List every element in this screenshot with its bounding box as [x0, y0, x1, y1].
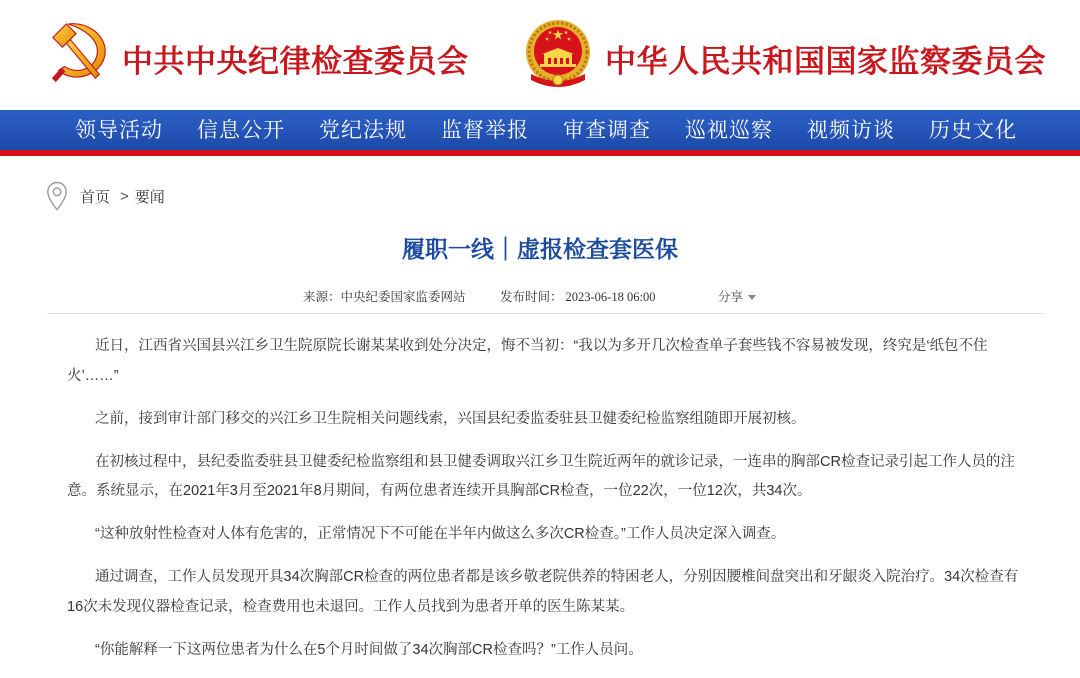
article-paragraph: “你能解释一下这两位患者为什么在5个月时间做了34次胸部CR检查吗？”工作人员问。 — [95, 641, 643, 658]
ncs-org-name: 中华人民共和国国家监察委员会 — [605, 44, 1046, 80]
ccdi-org-name: 中共中央纪律检查委员会 — [122, 44, 469, 80]
article-paragraph: “这种放射性检查对人体有危害的，正常情况下不可能在半年内做这么多次CR检查。”工作人员决定深入调查。 — [95, 526, 786, 542]
source-value: 中央纪委国家监委网站 — [340, 290, 466, 304]
share-label[interactable]: 分享 — [718, 290, 744, 304]
article-paragraph: 近日，江西省兴国县兴江乡卫生院原院长谢某某收到处分决定，悔不当初：“我以为多开几次检查单子套些钱不容易被发现，终究是‘纸包不住火’……” — [67, 338, 988, 384]
article-paragraph: 通过调查，工作人员发现开具34次胸部CR检查的两位患者都是该乡敬老院供养的特困老人，分别因腰椎间盘突出和牙龈炎入院治疗。34次检查有16次未发现仪器检查记录，检查费用也未退回。工作人员找到为患者开单的医生陈某某。 — [67, 569, 1019, 615]
caret-down-icon[interactable] — [748, 295, 756, 300]
meta-divider — [47, 313, 1045, 314]
national-emblem-icon — [523, 18, 593, 90]
main-nav — [0, 110, 1080, 156]
nav-item-investigation[interactable]: 审查调查 — [563, 118, 651, 142]
article-paragraph: 在初核过程中，县纪委监委驻县卫健委纪检监察组和县卫健委调取兴江乡卫生院近两年的就诊记录，一连串的胸部CR检查记录引起工作人员的注意。系统显示，在2021年3月至2021年8月期间，有两位患者连续开具胸部CR检查，一位22次，一位12次，共34次。 — [67, 453, 1015, 499]
breadcrumb-separator: > — [120, 187, 129, 205]
nav-item-history[interactable]: 历史文化 — [929, 118, 1017, 142]
meta-publish-time — [500, 288, 655, 306]
article-paragraph: 之前，接到审计部门移交的兴江乡卫生院相关问题线索，兴国县纪委监委驻县卫健委纪检监察组随即开展初核。 — [95, 410, 806, 427]
publish-time-value: 2023-06-18 06:00 — [565, 290, 656, 304]
nav-item-disclosure[interactable]: 信息公开 — [197, 118, 285, 142]
article-meta — [0, 288, 1080, 306]
meta-source — [303, 288, 466, 306]
location-pin-icon — [46, 181, 68, 211]
nav-item-leadership[interactable]: 领导活动 — [75, 118, 163, 142]
article-body — [67, 332, 1023, 665]
breadcrumb — [46, 181, 165, 211]
publish-time-label: 发布时间： — [500, 290, 563, 304]
breadcrumb-current-link[interactable]: 要闻 — [134, 188, 165, 206]
nav-item-regulations[interactable]: 党纪法规 — [319, 118, 407, 142]
source-label: 来源： — [303, 290, 341, 304]
nav-item-report[interactable]: 监督举报 — [441, 118, 529, 142]
nav-item-video[interactable]: 视频访谈 — [807, 118, 895, 142]
nav-item-inspection[interactable]: 巡视巡察 — [685, 118, 773, 142]
party-emblem-icon — [47, 20, 109, 86]
site-header — [0, 0, 1080, 110]
article-title: 履职一线｜虚报检查套医保 — [402, 236, 678, 263]
nav-list — [58, 110, 1034, 150]
breadcrumb-home-link[interactable]: 首页 — [80, 188, 111, 206]
share-button[interactable] — [718, 288, 756, 306]
